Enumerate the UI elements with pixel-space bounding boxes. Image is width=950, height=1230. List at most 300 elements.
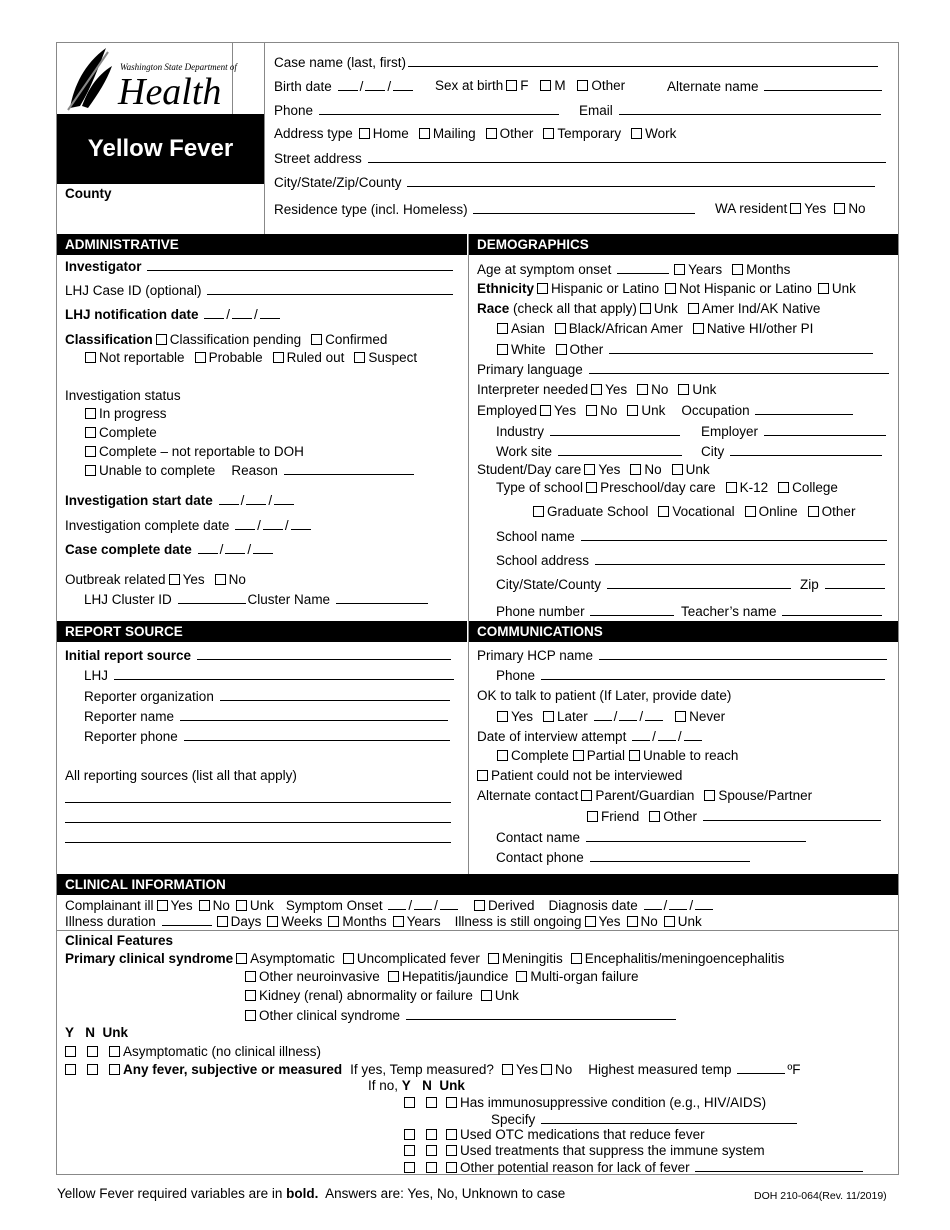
mening-label: Meningitis: [501, 951, 563, 966]
months-checkbox[interactable]: [732, 264, 743, 275]
ongoing-unk-label: Unk: [677, 914, 702, 929]
highest-input[interactable]: [737, 1061, 785, 1074]
spouse-checkbox[interactable]: [704, 790, 715, 801]
k12-checkbox[interactable]: [726, 482, 737, 493]
sex-m-checkbox[interactable]: [540, 80, 551, 91]
lhj-notif-label: LHJ notification date: [65, 307, 199, 322]
diag-label: Diagnosis date: [548, 898, 638, 913]
ok-label: OK to talk to patient (If Later, provide date): [477, 688, 732, 703]
alt-name-field[interactable]: [667, 78, 884, 95]
neuro-label: Other neuroinvasive: [259, 969, 380, 984]
student-yes-checkbox[interactable]: [584, 464, 595, 475]
sex-other-label: Other: [591, 78, 626, 93]
other-address-checkbox[interactable]: [486, 128, 497, 139]
classification-group-2: [82, 350, 417, 366]
ok-never-checkbox[interactable]: [675, 711, 686, 722]
uncomp-checkbox[interactable]: [343, 953, 354, 964]
suppress-unk-checkbox[interactable]: [446, 1145, 457, 1156]
ethnicity-label: Ethnicity: [477, 281, 535, 296]
work-city-label: City: [701, 444, 725, 459]
c-ruled-label: Ruled out: [286, 350, 345, 365]
emp-unk-checkbox[interactable]: [627, 405, 638, 416]
fever-y-checkbox[interactable]: [65, 1064, 76, 1075]
ill-no-label: No: [212, 898, 230, 913]
interview-field[interactable]: Date of interview attempt / /: [477, 728, 704, 745]
race-group: [477, 301, 820, 317]
suppress-n-checkbox[interactable]: [426, 1145, 437, 1156]
unk-col: Unk: [102, 1025, 129, 1040]
months-label: Months: [746, 262, 791, 277]
temp-yes-label: Yes: [515, 1062, 538, 1077]
wa-resident-group: [715, 201, 866, 217]
race-unk-checkbox[interactable]: [640, 303, 651, 314]
spouse-label: Spouse/Partner: [718, 788, 813, 803]
ok-yes-checkbox[interactable]: [497, 711, 508, 722]
alt-other-checkbox[interactable]: [649, 811, 660, 822]
suppress-y-checkbox[interactable]: [404, 1145, 415, 1156]
immuno-n-checkbox[interactable]: [426, 1097, 437, 1108]
school-addr-label: School address: [496, 553, 590, 568]
school-phone-field[interactable]: [496, 603, 676, 620]
footer-note: [57, 1186, 565, 1202]
age-label: Age at symptom onset: [477, 262, 612, 277]
wa-no-checkbox[interactable]: [834, 203, 845, 214]
work-city-field[interactable]: [701, 443, 884, 460]
otc-n-checkbox[interactable]: [426, 1129, 437, 1140]
language-field[interactable]: [477, 361, 891, 378]
s-unable-checkbox[interactable]: [85, 465, 96, 476]
wa-resident-label: WA resident: [715, 201, 788, 216]
s-progress-checkbox[interactable]: [85, 408, 96, 419]
case-name-field[interactable]: [274, 54, 880, 71]
cluster-field[interactable]: [84, 591, 430, 608]
race-group-2: [494, 321, 813, 337]
school-name-field[interactable]: [496, 528, 889, 545]
days-label: Days: [230, 914, 262, 929]
outbreak-no-label: No: [228, 572, 246, 587]
wa-yes-checkbox[interactable]: [790, 203, 801, 214]
status-unable: [82, 462, 416, 479]
student-unk-checkbox[interactable]: [672, 464, 683, 475]
contact-name-label: Contact name: [496, 830, 581, 845]
friend-label: Friend: [601, 809, 640, 824]
status-progress: [82, 406, 167, 422]
fever-n-checkbox[interactable]: [87, 1064, 98, 1075]
mailing-checkbox[interactable]: [419, 128, 430, 139]
home-label: Home: [372, 126, 409, 141]
work-checkbox[interactable]: [631, 128, 642, 139]
uncomp-label: Uncomplicated fever: [356, 951, 480, 966]
alt-other-input[interactable]: [703, 808, 881, 821]
all-sources-line-2[interactable]: [65, 810, 451, 827]
c-pending-label: Classification pending: [169, 332, 302, 347]
doh-logo: [62, 46, 237, 113]
asymp-y-checkbox[interactable]: [65, 1046, 76, 1057]
grad-checkbox[interactable]: [533, 506, 544, 517]
not-interviewed-checkbox[interactable]: [477, 770, 488, 781]
otc-unk-checkbox[interactable]: [446, 1129, 457, 1140]
wa-yes-label: Yes: [804, 201, 827, 216]
zip-field[interactable]: [800, 576, 887, 593]
syn-unk-checkbox[interactable]: [481, 990, 492, 1001]
email-field[interactable]: [579, 102, 883, 119]
c-notrep-checkbox[interactable]: [85, 352, 96, 363]
suppress-row: [401, 1143, 765, 1159]
report-header: REPORT SOURCE: [57, 621, 467, 642]
nothisp-checkbox[interactable]: [665, 283, 676, 294]
y-col: Y: [65, 1025, 75, 1040]
sex-m-label: M: [554, 78, 566, 93]
syn-unk-label: Unk: [494, 988, 519, 1003]
zip-label: Zip: [800, 577, 819, 592]
inv-complete-field[interactable]: Investigation complete date / /: [65, 517, 313, 534]
neuro-checkbox[interactable]: [245, 971, 256, 982]
other-syn-input[interactable]: [406, 1007, 676, 1020]
multi-checkbox[interactable]: [516, 971, 527, 982]
employed-label: Employed: [477, 403, 538, 418]
asymp-unk-checkbox[interactable]: [109, 1046, 120, 1057]
s-progress-label: In progress: [99, 406, 167, 421]
address-type-group: [274, 126, 676, 142]
specify-field[interactable]: [491, 1111, 799, 1128]
race-group-3: [494, 341, 875, 358]
reporter-phone-field[interactable]: [84, 728, 452, 745]
int-unable-checkbox[interactable]: [629, 750, 640, 761]
all-sources-line-1[interactable]: [65, 790, 451, 807]
ok-group: Yes Later / / Never: [494, 708, 725, 725]
cluster-id-label: LHJ Cluster ID: [84, 592, 172, 607]
suppress-label: Used treatments that suppress the immune system: [460, 1143, 765, 1158]
otc-label: Used OTC medications that reduce fever: [460, 1127, 705, 1142]
alt-name-label: Alternate name: [667, 79, 759, 94]
inv-start-label: Investigation start date: [65, 493, 213, 508]
student-no-checkbox[interactable]: [630, 464, 641, 475]
feather-icon: [62, 46, 122, 112]
interp-yes-label: Yes: [605, 382, 628, 397]
race-other-input[interactable]: [609, 341, 873, 354]
city-label: City/State/Zip/County: [274, 175, 402, 190]
ok-later-label: Later: [557, 709, 588, 724]
lhj-case-field[interactable]: [65, 282, 455, 299]
interp-no-checkbox[interactable]: [637, 384, 648, 395]
temp-q-label: If yes, Temp measured?: [350, 1062, 494, 1077]
temp-no-checkbox[interactable]: [541, 1064, 552, 1075]
demographics-header: DEMOGRAPHICS: [469, 234, 898, 255]
ongoing-label: Illness is still ongoing: [454, 914, 582, 929]
ongoing-no-checkbox[interactable]: [627, 916, 638, 927]
school-type-group-2: [530, 504, 855, 520]
not-interviewed-label: Patient could not be interviewed: [491, 768, 683, 783]
header-divider: [264, 42, 265, 234]
alt-contact-group: [477, 788, 812, 804]
sex-f-checkbox[interactable]: [506, 80, 517, 91]
race-other-label: Other: [569, 342, 604, 357]
amer-checkbox[interactable]: [688, 303, 699, 314]
weeks-checkbox[interactable]: [267, 916, 278, 927]
case-complete-field[interactable]: Case complete date / /: [65, 541, 275, 558]
hcp-phone-field[interactable]: [496, 667, 887, 684]
enceph-checkbox[interactable]: [571, 953, 582, 964]
syndrome-label: Primary clinical syndrome: [65, 951, 234, 966]
city-field[interactable]: [274, 174, 877, 191]
school-other-label: Other: [821, 504, 856, 519]
ill-unk-checkbox[interactable]: [236, 900, 247, 911]
middle-divider: [468, 234, 469, 874]
c-probable-checkbox[interactable]: [195, 352, 206, 363]
outbreak-yes-checkbox[interactable]: [169, 574, 180, 585]
phone-field[interactable]: [274, 102, 561, 119]
reason-unk-checkbox[interactable]: [446, 1162, 457, 1173]
reason-input[interactable]: [284, 462, 414, 475]
clinical-header: CLINICAL INFORMATION: [57, 874, 898, 895]
ifno-y: Y: [401, 1078, 411, 1093]
fever-row: [62, 1061, 801, 1078]
reporter-org-field[interactable]: [84, 688, 452, 705]
asian-label: Asian: [511, 321, 545, 336]
outbreak-no-checkbox[interactable]: [215, 574, 226, 585]
white-label: White: [511, 342, 546, 357]
other-reason-label: Other potential reason for lack of fever: [460, 1160, 690, 1175]
friend-checkbox[interactable]: [587, 811, 598, 822]
asymp-n-checkbox[interactable]: [87, 1046, 98, 1057]
emp-unk-label: Unk: [641, 403, 666, 418]
investigator-label: Investigator: [65, 259, 142, 274]
hisp-checkbox[interactable]: [537, 283, 548, 294]
c-confirmed-checkbox[interactable]: [311, 334, 322, 345]
reporter-name-label: Reporter name: [84, 709, 175, 724]
syndrome-group-3: [242, 988, 519, 1004]
ill-label: Complainant ill: [65, 898, 154, 913]
inv-complete-label: Investigation complete date: [65, 518, 230, 533]
reporter-name-field[interactable]: [84, 708, 450, 725]
student-unk-label: Unk: [685, 462, 710, 477]
occupation-input[interactable]: [755, 402, 853, 415]
duration-group: [65, 913, 702, 930]
int-unable-label: Unable to reach: [643, 748, 739, 763]
wa-no-label: No: [848, 201, 866, 216]
immuno-row: [401, 1095, 766, 1111]
c-ruled-checkbox[interactable]: [273, 352, 284, 363]
temporary-label: Temporary: [557, 126, 622, 141]
asymp-row: [62, 1044, 321, 1060]
county-label: County: [65, 186, 112, 201]
derived-label: Derived: [487, 898, 535, 913]
employer-field[interactable]: [701, 423, 888, 440]
cluster-name-label: Cluster Name: [247, 592, 331, 607]
c-confirmed-label: Confirmed: [325, 332, 388, 347]
language-label: Primary language: [477, 362, 583, 377]
race-note: (check all that apply): [513, 301, 637, 316]
k12-label: K-12: [739, 480, 769, 495]
grad-label: Graduate School: [547, 504, 649, 519]
interp-group: [477, 382, 716, 398]
black-checkbox[interactable]: [555, 323, 566, 334]
emp-yes-checkbox[interactable]: [540, 405, 551, 416]
street-field[interactable]: [274, 150, 888, 167]
student-yes-label: Yes: [598, 462, 621, 477]
kidney-checkbox[interactable]: [245, 990, 256, 1001]
industry-field[interactable]: [496, 423, 682, 440]
interp-unk-checkbox[interactable]: [678, 384, 689, 395]
dur-years-checkbox[interactable]: [393, 916, 404, 927]
c-pending-checkbox[interactable]: [156, 334, 167, 345]
school-city-field[interactable]: [496, 576, 793, 593]
highest-label: Highest measured temp: [588, 1062, 732, 1077]
asian-checkbox[interactable]: [497, 323, 508, 334]
work-label: Work: [645, 126, 677, 141]
sex-group: [435, 78, 625, 94]
s-complete-label: Complete: [99, 425, 157, 440]
hepat-checkbox[interactable]: [388, 971, 399, 982]
syndrome-group-4: [242, 1007, 678, 1024]
dur-months-checkbox[interactable]: [328, 916, 339, 927]
form-number: DOH 210-064(Rev. 11/2019): [754, 1190, 887, 1202]
eth-unk-label: Unk: [831, 281, 856, 296]
inv-status-label: Investigation status: [65, 388, 181, 403]
otc-y-checkbox[interactable]: [404, 1129, 415, 1140]
reason-y-checkbox[interactable]: [404, 1162, 415, 1173]
status-notrep: [82, 444, 304, 460]
ongoing-unk-checkbox[interactable]: [664, 916, 675, 927]
white-checkbox[interactable]: [497, 344, 508, 355]
emp-no-checkbox[interactable]: [586, 405, 597, 416]
lhj-report-field[interactable]: [84, 667, 456, 684]
other-address-label: Other: [499, 126, 534, 141]
all-sources-line-3[interactable]: [65, 830, 451, 847]
years-checkbox[interactable]: [674, 264, 685, 275]
race-label: Race: [477, 301, 510, 316]
ynu-header: [65, 1025, 128, 1041]
derived-checkbox[interactable]: [474, 900, 485, 911]
age-group: [477, 261, 790, 278]
hawaii-label: Native HI/other PI: [706, 321, 814, 336]
contact-phone-label: Contact phone: [496, 850, 584, 865]
school-type-label: Type of school: [496, 480, 584, 495]
preschool-checkbox[interactable]: [586, 482, 597, 493]
syndrome-group-2: [242, 969, 638, 985]
int-partial-checkbox[interactable]: [573, 750, 584, 761]
lhj-notif-field[interactable]: LHJ notification date / /: [65, 306, 282, 323]
ongoing-yes-checkbox[interactable]: [585, 916, 596, 927]
int-complete-checkbox[interactable]: [497, 750, 508, 761]
investigator-field[interactable]: [65, 258, 455, 275]
interview-label: Date of interview attempt: [477, 729, 627, 744]
outbreak-label: Outbreak related: [65, 572, 166, 587]
hawaii-checkbox[interactable]: [693, 323, 704, 334]
street-label: Street address: [274, 151, 362, 166]
n-col: N: [85, 1025, 96, 1040]
home-checkbox[interactable]: [359, 128, 370, 139]
teacher-label: Teacher’s name: [681, 604, 777, 619]
black-label: Black/African Amer: [568, 321, 683, 336]
sex-f-label: F: [520, 78, 529, 93]
age-input[interactable]: [617, 261, 669, 274]
interp-unk-label: Unk: [692, 382, 717, 397]
fever-unk-checkbox[interactable]: [109, 1064, 120, 1075]
initial-report-label: Initial report source: [65, 648, 192, 663]
school-other-checkbox[interactable]: [808, 506, 819, 517]
residence-label: Residence type (incl. Homeless): [274, 202, 468, 217]
other-syn-checkbox[interactable]: [245, 1010, 256, 1021]
asymp-syn-checkbox[interactable]: [236, 953, 247, 964]
s-notrep-checkbox[interactable]: [85, 446, 96, 457]
mening-checkbox[interactable]: [488, 953, 499, 964]
eth-unk-checkbox[interactable]: [818, 283, 829, 294]
mailing-label: Mailing: [432, 126, 476, 141]
temporary-checkbox[interactable]: [543, 128, 554, 139]
parent-checkbox[interactable]: [581, 790, 592, 801]
school-phone-label: Phone number: [496, 604, 585, 619]
ill-yes-checkbox[interactable]: [157, 900, 168, 911]
syndrome-group: [65, 951, 784, 967]
email-label: Email: [579, 103, 613, 118]
weeks-label: Weeks: [281, 914, 323, 929]
s-complete-checkbox[interactable]: [85, 427, 96, 438]
c-suspect-checkbox[interactable]: [354, 352, 365, 363]
vocational-checkbox[interactable]: [658, 506, 669, 517]
preschool-label: Preschool/day care: [600, 480, 716, 495]
worksite-field[interactable]: [496, 443, 684, 460]
hcp-phone-label: Phone: [496, 668, 536, 683]
residence-field[interactable]: [274, 201, 697, 218]
interp-yes-checkbox[interactable]: [591, 384, 602, 395]
race-unk-label: Unk: [653, 301, 678, 316]
footer-note-bold: bold.: [286, 1186, 319, 1201]
s-notrep-label: Complete – not reportable to DOH: [99, 444, 304, 459]
online-label: Online: [758, 504, 798, 519]
duration-input[interactable]: [162, 913, 212, 926]
immuno-y-checkbox[interactable]: [404, 1097, 415, 1108]
case-complete-label: Case complete date: [65, 542, 192, 557]
immuno-unk-checkbox[interactable]: [446, 1097, 457, 1108]
school-addr-field[interactable]: [496, 552, 887, 569]
teacher-field[interactable]: [681, 603, 884, 620]
contact-name-field[interactable]: [496, 829, 808, 846]
ill-yes-label: Yes: [170, 898, 193, 913]
days-checkbox[interactable]: [217, 916, 228, 927]
duration-label: Illness duration: [65, 914, 156, 929]
sex-other-checkbox[interactable]: [577, 80, 588, 91]
hcp-field[interactable]: [477, 647, 889, 664]
outbreak-yes-label: Yes: [182, 572, 205, 587]
reason-n-checkbox[interactable]: [426, 1162, 437, 1173]
initial-report-field[interactable]: [65, 647, 453, 664]
lhj-report-label: LHJ: [84, 668, 109, 683]
ok-yes-label: Yes: [511, 709, 534, 724]
temp-yes-checkbox[interactable]: [502, 1064, 513, 1075]
college-checkbox[interactable]: [778, 482, 789, 493]
kidney-label: Kidney (renal) abnormality or failure: [259, 988, 473, 1003]
other-syn-label: Other clinical syndrome: [259, 1008, 401, 1023]
ill-group: Complainant ill Yes No Unk Symptom Onset / / Derived Diagnosis date / /: [65, 897, 715, 914]
parent-label: Parent/Guardian: [595, 788, 695, 803]
footer-note-post: Answers are: Yes, No, Unknown to case: [318, 1186, 566, 1201]
other-reason-input[interactable]: [695, 1159, 863, 1172]
contact-phone-field[interactable]: [496, 849, 752, 866]
dur-years-label: Years: [406, 914, 441, 929]
ill-no-checkbox[interactable]: [199, 900, 210, 911]
page-title: Yellow Fever: [57, 114, 264, 184]
race-other-checkbox[interactable]: [556, 344, 567, 355]
inv-start-field[interactable]: Investigation start date / /: [65, 492, 296, 509]
ok-later-checkbox[interactable]: [543, 711, 554, 722]
int-partial-label: Partial: [586, 748, 626, 763]
birth-date-field[interactable]: Birth date / /: [274, 78, 415, 95]
employed-group: [477, 402, 855, 419]
online-checkbox[interactable]: [745, 506, 756, 517]
college-label: College: [792, 480, 838, 495]
features-label: Clinical Features: [65, 933, 174, 948]
